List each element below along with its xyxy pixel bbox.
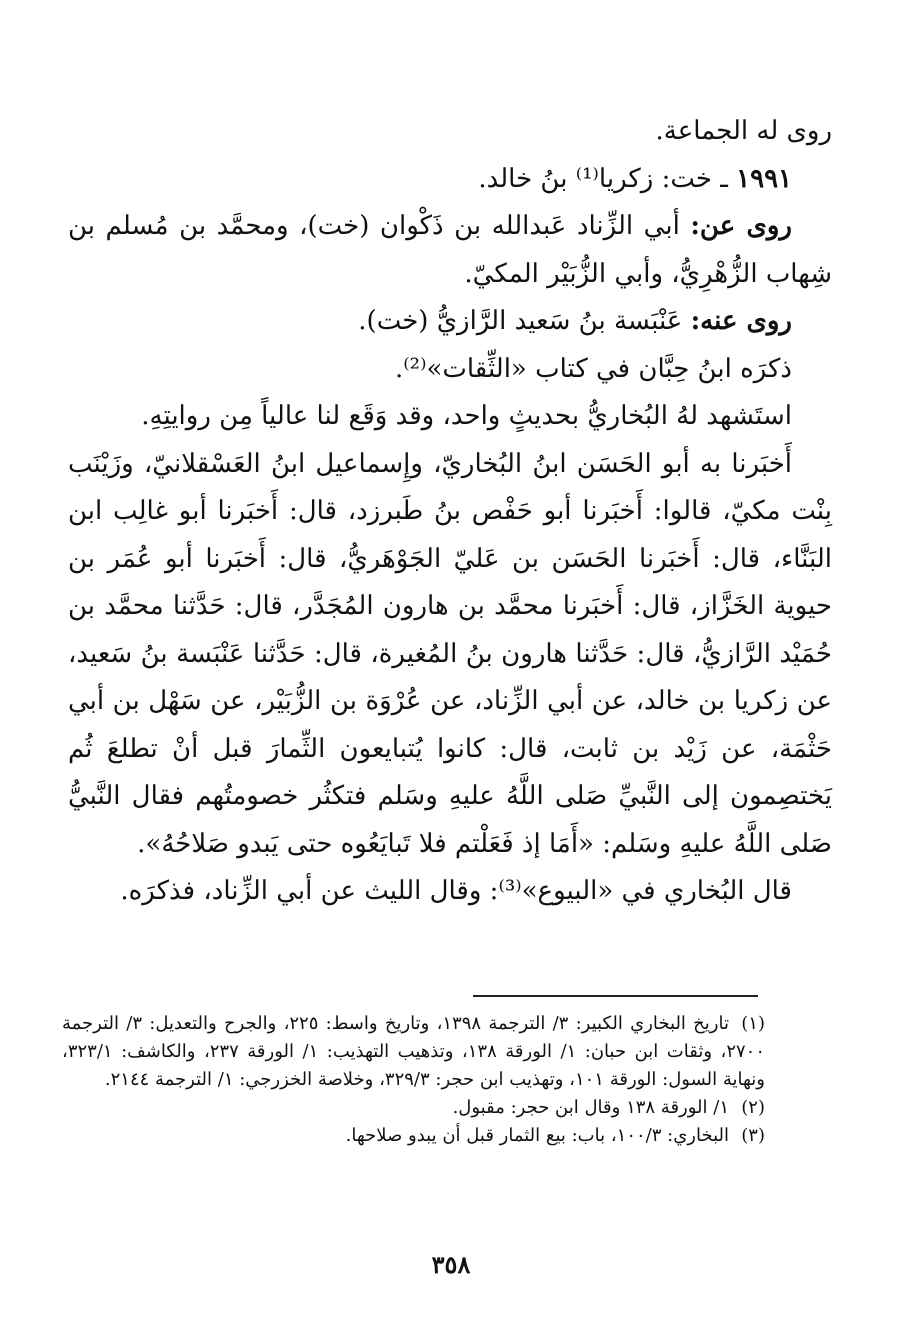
thiqat-paragraph: ذكرَه ابنُ حِبَّان في كتاب «الثِّقات»⁽²⁾.: [395, 353, 792, 384]
footnote-2-number: (٢): [741, 1097, 765, 1118]
istashhad-paragraph: استَشهد لهُ البُخاريُّ بحديثٍ واحد، وقد وَقَع لنا عالياً مِن روايتِهِ.: [141, 401, 792, 431]
footnote-3: [62, 1122, 765, 1150]
main-text: [68, 108, 832, 916]
narrated-from-text: أبي الزِّناد عَبدالله بن ذَكْوان (خت)، ومحمَّد بن مُسلم بن شِهاب الزُّهْرِيُّ، وأبي الزُّبَيْر المكيّ.: [68, 211, 832, 289]
entry-number: ١٩٩١: [736, 163, 792, 194]
narrated-from-paragraph: [68, 203, 832, 298]
footnote-divider: [473, 995, 758, 997]
narrated-by-paragraph: [68, 298, 832, 346]
footnotes: [62, 1010, 765, 1150]
footnote-1: [62, 1010, 765, 1094]
narrated-by-text: عَنْبَسة بنُ سَعيد الرَّازيُّ (خت).: [358, 306, 691, 336]
footnote-1-text: تاريخ البخاري الكبير: ٣/ الترجمة ١٣٩٨، وتاريخ واسط: ٢٢٥، والجرح والتعديل: ٣/ الترجمة ٢٧٠٠، وثقات ابن حبان: ١/ الورقة ١٣٨، وتذهيب التهذيب: ١/ الورقة ٢٣٧، والكاشف: ٣٢٣/١، ونهاية السول: الورقة ١٠١، وتهذيب ابن حجر: ٣٢٩/٣، وخلاصة الخزرجي: ١/ الترجمة ٢١٤٤.: [62, 1013, 766, 1090]
entry-heading: [68, 156, 832, 204]
narrated-by-label: روى عنه:: [690, 306, 792, 336]
footnote-1-number: (١): [741, 1013, 765, 1034]
bukhari-paragraph: قال البُخاري في «البيوع»⁽³⁾: وقال الليث عن أبي الزِّناد، فذكرَه.: [120, 876, 792, 906]
footnote-3-text: البخاري: ١٠٠/٣، باب: بيع الثمار قبل أن يبدو صلاحها.: [345, 1125, 729, 1146]
hadith-paragraph: أَخبَرنا به أبو الحَسَن ابنُ البُخاريّ، وإِسماعيل ابنُ العَسْقلانيّ، وزَيْنَب بِنْت مكيّ، قالوا: أَخبَرنا أبو حَفْص بنُ طَبرزد، قال: أَخبَرنا أبو غالِب ابن البَنَّاء، قال: أَخبَرنا الحَسَن بن عَليّ الجَوْهَريُّ، قال: أَخبَرنا أبو عُمَر بن حيوية الخَزَّاز، قال: أَخبَرنا محمَّد بن هارون المُجَدَّر، قال: حَدَّثنا محمَّد بن حُمَيْد الرَّازيُّ، قال: حَدَّثنا هارون بنُ المُغيرة، قال: حَدَّثنا عَنْبَسة بنُ سَعيد، عن زكريا بن خالد، عن أبي الزِّناد، عن عُرْوَة بن الزُّبَيْر، عن سَهْل بن أبي حَثْمَة، عن زَيْد بن ثابت، قال: كانوا يُتبايعون الثِّمارَ قبل أنْ تطلعَ ثُم يَختصِمون إلى النَّبيِّ صَلى اللَّهُ عليهِ وسَلم فتكثُر خصومتُهم فقال النَّبيُّ صَلى اللَّهُ عليهِ وسَلم: «أَمَا إذ فَعَلْتم فلا تَبايَعُوه حتى يَبدو صَلاحُهُ».: [68, 448, 832, 859]
page-number: ٣٥٨: [431, 1250, 471, 1279]
narrated-from-label: روى عن:: [690, 211, 792, 241]
footnote-2-text: ١/ الورقة ١٣٨ وقال ابن حجر: مقبول.: [452, 1097, 729, 1118]
entry-name: ـ خت: زكريا⁽¹⁾ بنُ خالد.: [478, 163, 737, 194]
footnote-2: [62, 1094, 765, 1122]
footnote-3-number: (٣): [741, 1125, 765, 1146]
closing-line: روى له الجماعة.: [655, 116, 832, 146]
